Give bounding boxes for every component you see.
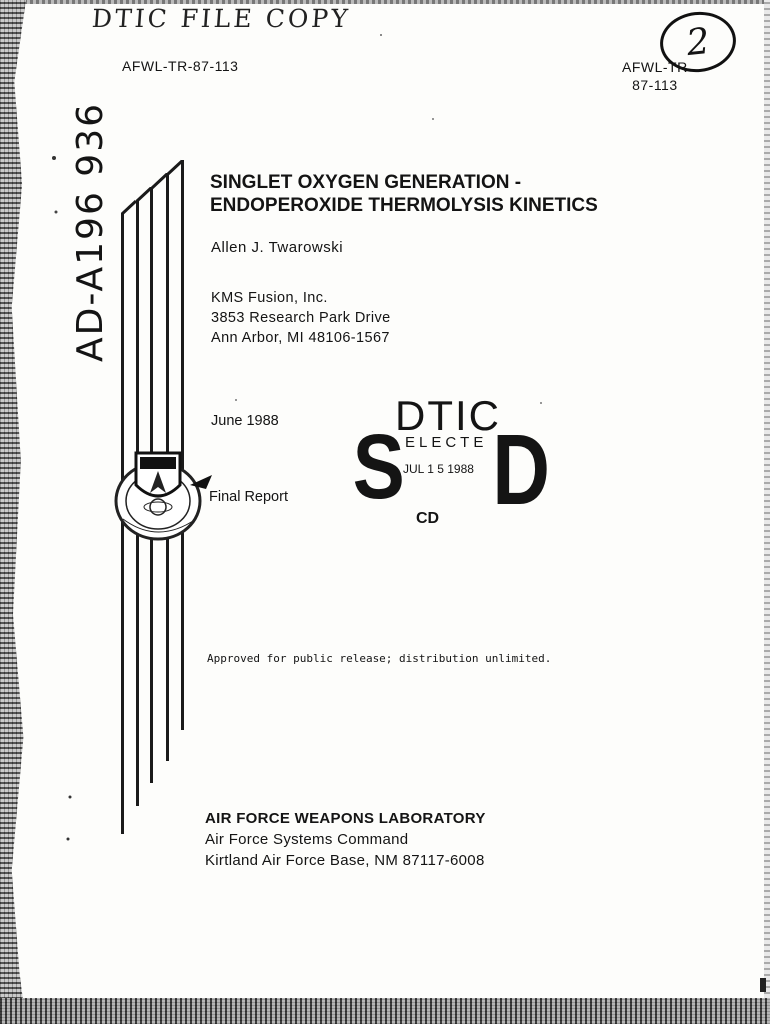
stamp-status: ELECTE [405, 434, 488, 451]
organization-address [211, 288, 391, 348]
accession-number: AD-A196 936 [70, 101, 111, 363]
stamp-agency: DTIC [395, 392, 501, 439]
distribution-statement: Approved for public release; distribution unlimited. [207, 652, 552, 665]
laboratory-name: AIR FORCE WEAPONS LABORATORY [205, 810, 486, 827]
stamp-letter-s: S [352, 416, 405, 518]
air-force-seal-icon [108, 445, 218, 545]
laboratory-command: Air Force Systems Command [205, 831, 409, 848]
stamp-date: JUL 1 5 1988 [403, 462, 474, 476]
report-date: June 1988 [211, 413, 279, 429]
report-title [210, 171, 598, 217]
stamp-code: CD [416, 510, 440, 527]
author-name: Allen J. Twarowski [211, 239, 344, 256]
report-number-left: AFWL-TR-87-113 [122, 58, 239, 74]
handwritten-file-copy-note: DTIC FILE COPY [90, 4, 352, 33]
report-type: Final Report [209, 489, 288, 505]
title-line-1: SINGLET OXYGEN GENERATION - [210, 172, 522, 193]
copy-number: 2 [684, 20, 712, 64]
laboratory-block [205, 808, 486, 871]
report-number-right [622, 58, 688, 94]
organization-city: Ann Arbor, MI 48106-1567 [211, 330, 390, 346]
title-line-2: ENDOPEROXIDE THERMOLYSIS KINETICS [210, 195, 598, 216]
organization-street: 3853 Research Park Drive [211, 310, 391, 326]
stamp-letter-d: D [492, 414, 550, 526]
laboratory-location: Kirtland Air Force Base, NM 87117-6008 [205, 852, 485, 869]
organization-name: KMS Fusion, Inc. [211, 290, 328, 306]
report-number-right-line1: AFWL-TR [622, 59, 688, 75]
report-number-right-line2: 87-113 [632, 77, 678, 93]
